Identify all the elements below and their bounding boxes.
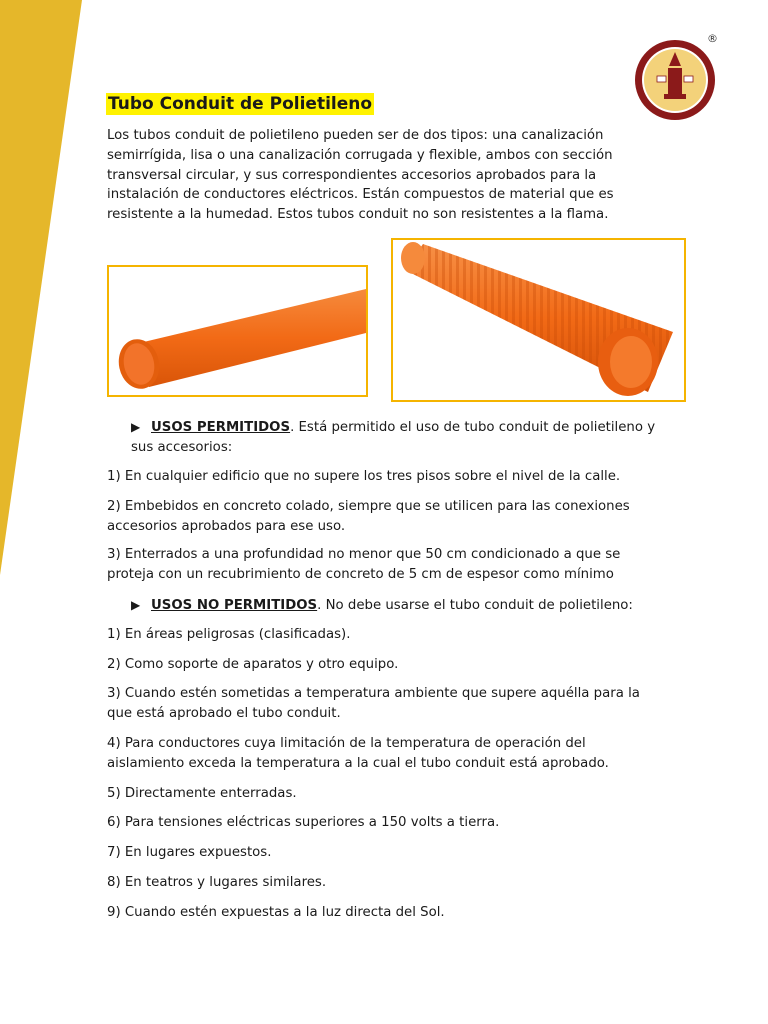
corrugated-tube-image (391, 238, 686, 402)
permitidos-item: 2) Embebidos en concreto colado, siempre que se utilicen para las conexiones accesorios aprobados para ese uso. (107, 499, 630, 534)
no-permitidos-heading: USOS NO PERMITIDOS (151, 598, 318, 613)
no-permitidos-item: 7) En lugares expuestos. (107, 845, 272, 860)
triangle-right-icon: ▶ (131, 598, 141, 612)
permitidos-item: 1) En cualquier edificio que no supere los tres pisos sobre el nivel de la calle. (107, 469, 621, 484)
permitidos-bullet (131, 418, 661, 458)
permitidos-text: . Está permitido el uso de tubo conduit de polietileno y sus accesorios: (131, 420, 656, 455)
smooth-tube-image (107, 265, 368, 397)
no-permitidos-text: . No debe usarse el tubo conduit de polietileno: (317, 598, 633, 613)
no-permitidos-item: 6) Para tensiones eléctricas superiores a 150 volts a tierra. (107, 815, 500, 830)
no-permitidos-item: 9) Cuando estén expuestas a la luz directa del Sol. (107, 905, 445, 920)
permitidos-heading: USOS PERMITIDOS (151, 420, 291, 435)
no-permitidos-bullet (131, 596, 661, 616)
no-permitidos-item: 4) Para conductores cuya limitación de la temperatura de operación del aislamiento exceda la temperatura a la cual el tubo conduit está aprobado. (107, 736, 609, 771)
no-permitidos-item: 8) En teatros y lugares similares. (107, 875, 327, 890)
registered-trademark-icon: ® (707, 32, 718, 45)
no-permitidos-item: 3) Cuando estén sometidas a temperatura ambiente que supere aquélla para la que está aprobado el tubo conduit. (107, 686, 640, 721)
triangle-right-icon: ▶ (131, 420, 141, 434)
page-title: Tubo Conduit de Polietileno (108, 94, 373, 114)
no-permitidos-item: 2) Como soporte de aparatos y otro equipo. (107, 657, 399, 672)
permitidos-item: 3) Enterrados a una profundidad no menor que 50 cm condicionado a que se proteja con un recubrimiento de concreto de 5 cm de espesor como mínimo (107, 547, 621, 582)
intro-paragraph: Los tubos conduit de polietileno pueden ser de dos tipos: una canalización semirrígida, lisa o una canalización corrugada y flexible, ambos con sección transversal circular, y sus correspondientes accesorios aprobados para la instalación de conductores eléctricos. Están compuestos de material que es resistente a la humedad. Estos tubos conduit no son resistentes a la flama. (107, 128, 614, 223)
no-permitidos-item: 5) Directamente enterradas. (107, 786, 297, 801)
no-permitidos-item: 1) En áreas peligrosas (clasificadas). (107, 627, 351, 642)
institute-logo (631, 32, 721, 122)
